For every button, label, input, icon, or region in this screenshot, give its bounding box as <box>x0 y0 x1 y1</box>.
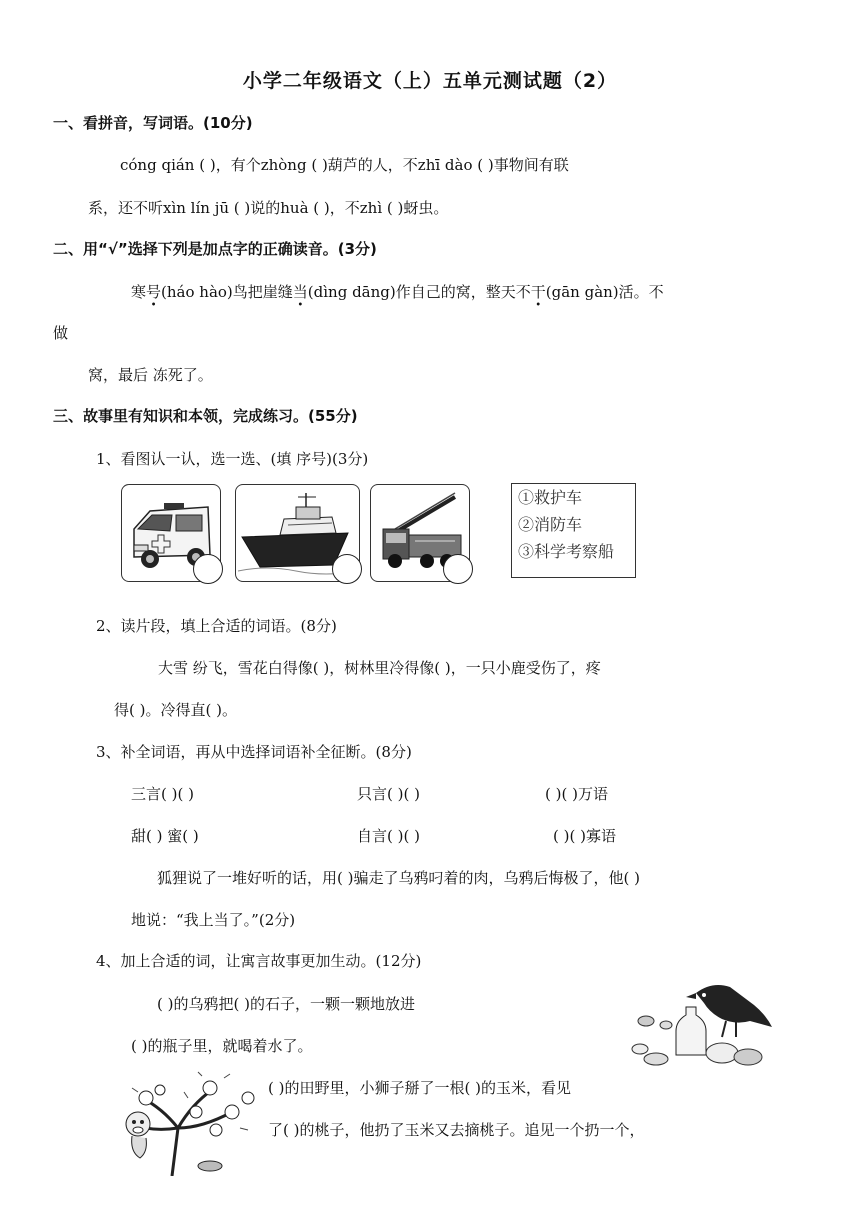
answer-circle-2[interactable] <box>332 554 362 584</box>
q3-line-3: 狐狸说了一堆好听的话，用( )骗走了乌鸦叼着的肉，乌鸦后悔极了，他( ) <box>157 869 640 887</box>
q3-line-4: 地说：“我上当了。”(2分) <box>131 911 296 929</box>
options-box <box>511 483 636 578</box>
q2-label: 2、读片段，填上合适的词语。(8分) <box>96 617 337 635</box>
section-3-heading: 三、故事里有知识和本领，完成练习。(55分) <box>53 407 358 425</box>
page-title: 小学二年级语文（上）五单元测试题（2） <box>242 70 618 92</box>
q3-row1-item3: ( )( )万语 <box>545 785 608 803</box>
q3-row2-item1: 甜( ) 蜜( ) <box>131 827 199 845</box>
s2-text-a: 寒 <box>131 283 147 301</box>
q4-line-3: ( )的田野里，小狮子掰了一根( )的玉米，看见 <box>268 1079 571 1097</box>
monkey-tree-illustration <box>112 1068 262 1176</box>
q4-line-4: 了( )的桃子，他扔了玉米又去摘桃子。追见一个扔一个， <box>268 1121 645 1139</box>
s2-text-c: (dìng dāng)作自己的窝，整天不 <box>307 283 531 301</box>
answer-circle-3[interactable] <box>443 554 473 584</box>
s2-line-2: 做 <box>53 324 69 342</box>
s1-line-2: 系，还不听xìn lín jū ( )说的huà ( )，不zhì ( )蚜虫。 <box>88 199 449 217</box>
q4-line-2: ( )的瓶子里，就喝着水了。 <box>131 1037 313 1055</box>
dotted-char-3: 干 <box>530 283 546 301</box>
option-2: ②消防车 <box>518 515 583 534</box>
crow-drinking-illustration <box>626 975 776 1070</box>
q1-label: 1、看图认一认，选一选、(填 序号)(3分) <box>96 450 369 468</box>
q2-line-1: 大雪 纷飞，雪花白得像( )，树林里冷得像( )，一只小鹿受伤了，疼 <box>158 659 601 677</box>
s2-line-1 <box>131 281 664 302</box>
s1-line-1: cóng qián ( )，有个zhòng ( )葫芦的人，不zhī dào ( )事物间有联 <box>120 156 569 174</box>
q4-line-1: ( )的乌鸦把( )的石子，一颗一颗地放进 <box>157 995 415 1013</box>
q3-row1-item2: 只言( )( ) <box>357 785 420 803</box>
q4-label: 4、加上合适的词，让寓言故事更加生动。(12分) <box>96 952 422 970</box>
q3-row1-item1: 三言( )( ) <box>131 785 194 803</box>
q3-label: 3、补全词语，再从中选择词语补全征断。(8分) <box>96 743 412 761</box>
section-1-heading: 一、看拼音，写词语。(10分) <box>53 114 253 132</box>
option-3: ③科学考察船 <box>518 542 615 561</box>
q3-row2-item2: 自言( )( ) <box>357 827 420 845</box>
section-2-heading: 二、用“√”选择下列是加点字的正确读音。(3分) <box>53 240 377 258</box>
q3-row2-item3: ( )( )寡语 <box>553 827 616 845</box>
answer-circle-1[interactable] <box>193 554 223 584</box>
q2-line-2: 得( )。冷得直( )。 <box>114 701 237 719</box>
dotted-char-1: 号 <box>146 283 162 301</box>
dotted-char-2: 当 <box>292 283 308 301</box>
s2-text-d: (gān gàn)活。不 <box>545 283 664 301</box>
s2-text-b: (háo hào)鸟把崖缝 <box>161 283 293 301</box>
option-1: ①救护车 <box>518 488 583 507</box>
s2-line-3: 窝，最后 冻死了。 <box>88 366 213 384</box>
